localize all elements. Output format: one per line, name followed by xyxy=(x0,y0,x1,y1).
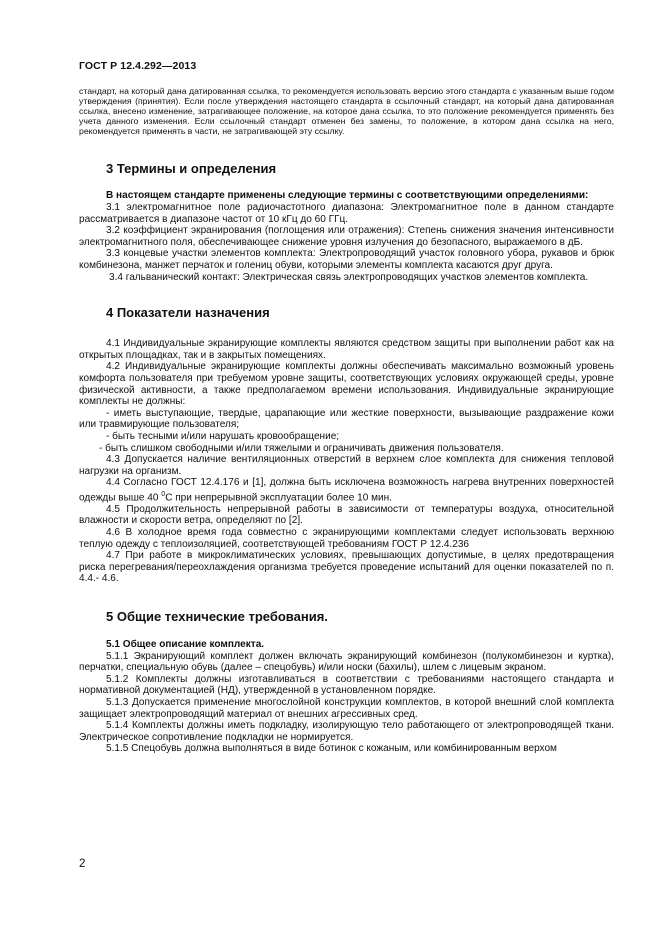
section-3-lead: В настоящем стандарте применены следующие термины с соответствующими определениями: xyxy=(106,190,589,202)
clause-4-5: 4.5 Продолжительность непрерывной работы в зависимости от температуры воздуха, относительной влажности и скорости ветра, определяют по [2]. xyxy=(79,503,614,527)
clause-4-2: 4.2 Индивидуальные экранирующие комплекты должны обеспечивать максимально возможный уровень комфорта пользователя при требуемом уровне защиты, соответствующих условиях окружающей среды, уровне физической активности, а также предполагаемом времени использования. Индивидуальные экранирующие комплекты не должны: xyxy=(79,361,614,408)
term-3-2: 3.2 коэффициент экранирования (поглощения или отражения): Степень снижения значения интенсивности электромагнитного поля, обеспечивающее снижение уровня излучения до безопасного, выражаемого в дБ. xyxy=(79,225,614,248)
clause-5-1-3: 5.1.3 Допускается применение многослойной конструкции комплектов, в которой внешний слой комплекта защищает электропроводящий материал от внешних агрессивных сред. xyxy=(79,697,614,720)
term-3-4: 3.4 гальванический контакт: Электрическая связь электропроводящих участков элементов комплекта. xyxy=(109,271,589,283)
clause-4-1: 4.1 Индивидуальные экранирующие комплекты являются средством защиты при выполнении работ как на открытых площадках, так и в закрытых помещениях. xyxy=(79,338,614,361)
clause-4-4 xyxy=(79,477,614,504)
clause-5-1-1: 5.1.1 Экранирующий комплект должен включать экранирующий комбинезон (полукомбинезон и куртка), перчатки, специальную обувь (далее – спецобувь) и/или носки (бахилы), шлем с лицевым экраном. xyxy=(79,650,614,674)
clause-4-4-text-a: 4.4 Согласно ГОСТ 12.4.176 и [1], должна быть исключена возможность нагрева внутренних поверхностей одежды выше 40 xyxy=(79,477,614,504)
clause-4-4-text-b: С при непрерывной эксплуатации более 10 мин. xyxy=(165,492,392,504)
degree-superscript: 0 xyxy=(161,490,166,498)
term-3-1: 3.1 электромагнитное поле радиочастотного диапазона: Электромагнитное поле в данном стандарте рассматривается в диапазоне частот от 10 кГц до 60 ГГц. xyxy=(79,202,614,225)
clause-5-1-2: 5.1.2 Комплекты должны изготавливаться в соответствии с требованиями настоящего стандарта и нормативной документацией (НД), утвержденной в установленном порядке. xyxy=(79,673,614,697)
clause-4-3: 4.3 Допускается наличие вентиляционных отверстий в верхнем слое комплекта для снижения тепловой нагрузки на организм. xyxy=(79,454,614,477)
clause-4-7: 4.7 При работе в микроклиматических условиях, превышающих допустимые, в целях предотвращения риска перегревания/переохлаждения организма требуется проведение испытаний для оценки показателей по п. 4.4.- 4.6. xyxy=(79,550,614,585)
section-3-heading: 3 Термины и определения xyxy=(106,161,277,177)
clause-5-1-4: 5.1.4 Комплекты должны иметь подкладку, изолирующую тело работающего от электропроводящей ткани. Электрическое сопротивление подкладки не нормируется. xyxy=(79,720,614,743)
section-4-heading: 4 Показатели назначения xyxy=(106,305,270,321)
clause-5-1-5: 5.1.5 Спецобувь должна выполняться в виде ботинок с кожаным, или комбинированным верхом xyxy=(106,743,557,755)
clause-4-2-bullet-3: - быть слишком свободными и/или тяжелыми и ограничивать движения пользователя. xyxy=(99,442,504,454)
section-5-heading: 5 Общие технические требования. xyxy=(106,609,328,625)
term-3-3: 3.3 концевые участки элементов комплекта: Электропроводящий участок головного убора, рукавов и брюк комбинезона, манжет перчаток и голениц обуви, которыми элементы комплекта касаются друг друга. xyxy=(79,248,614,272)
page-number: 2 xyxy=(79,858,86,870)
subsection-5-1-heading: 5.1 Общее описание комплекта. xyxy=(106,639,265,651)
page-content xyxy=(79,86,614,755)
running-header: ГОСТ Р 12.4.292—2013 xyxy=(79,60,197,72)
intro-paragraph: стандарт, на который дана датированная ссылка, то рекомендуется использовать версию этого стандарта с указанным выше годом утверждения (принятия). Если после утверждения настоящего стандарта в ссылочный стандарт, на который дана датированная ссылка, внесено изменение, затрагивающее положение, на которое дана ссылка, то это положение рекомендуется применять без учета данного изменения. Если ссылочный стандарт отменен без замены, то положение, в котором дана ссылка на него, рекомендуется применять в части, не затрагивающей эту ссылку. xyxy=(79,86,614,137)
clause-4-6: 4.6 В холодное время года совместно с экранирующими комплектами следует использовать верхнюю теплую одежду с теплоизоляцией, соответствующей требованиям ГОСТ Р 12.4.236 xyxy=(79,527,614,550)
clause-4-2-bullet-1: - иметь выступающие, твердые, царапающие или жесткие поверхности, вызывающие раздражение кожи или травмирующие пользователя; xyxy=(79,407,614,431)
clause-4-2-bullet-2: - быть тесными и/или нарушать кровообращение; xyxy=(106,430,340,442)
